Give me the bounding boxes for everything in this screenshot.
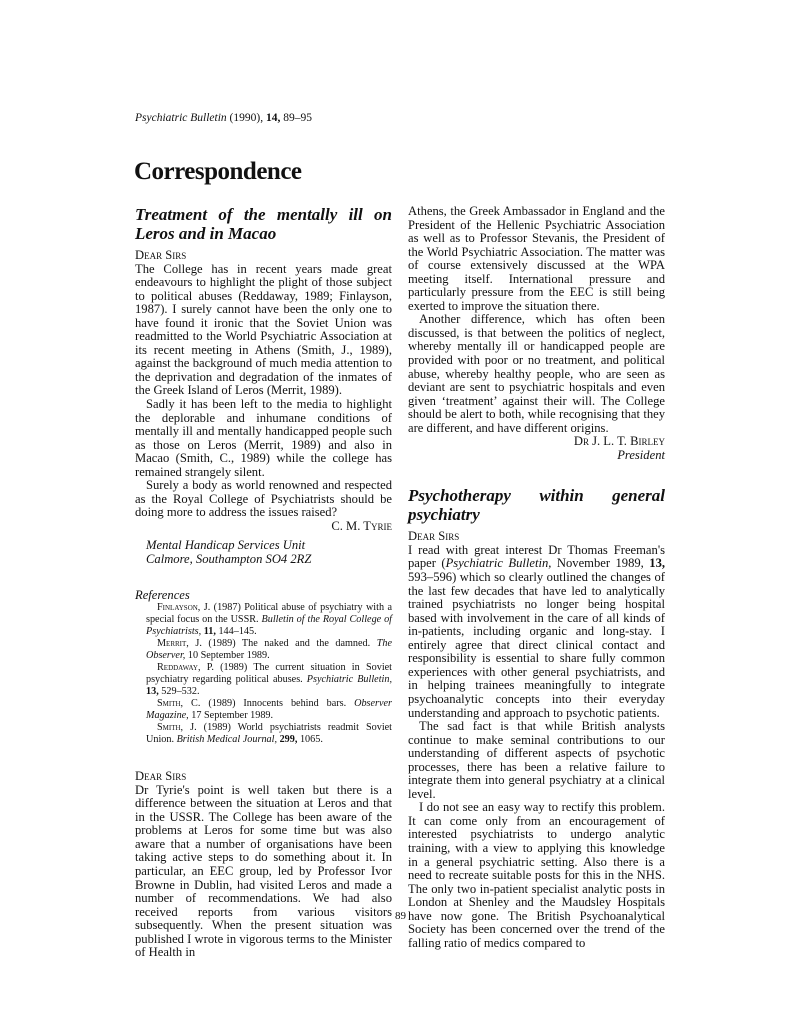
address-line: Mental Handicap Services Unit [146, 538, 306, 553]
page-number: 89 [395, 910, 406, 922]
paragraph: I read with great interest Dr Thomas Freeman's paper (Psychiatric Bulletin, November 1989, 13, 593–596) which so clearly outlined the changes of the last few decades that have led to analytically trained psychiatrists no longer being hospital based with involvement in the care of all kinds of in-patients, including organic and long-stay. I entirely agree that direct clinical contact and responsibility is essential to share fully common experiences with other general psychiatrists, and in helping trainees meaningfully to integrate psychoanalytic concepts into their everyday understanding and approach to psychotic patients. [408, 542, 666, 720]
paragraph: Surely a body as world renowned and respected as the Royal College of Psychiatrists should be doing more to address the issues raised? [135, 478, 392, 520]
journal-year: (1990), [229, 112, 264, 124]
salutation: Dear Sirs [135, 769, 187, 784]
paragraph: I do not see an easy way to rectify this problem. It can come only from an encouragement of interested psychiatrists to undergo analytic training, with a view to applying this knowledge in a general psychiatric setting. Also there is a need to recreate suitable posts for this in the NHS. The only two in-patient specialist analytic posts in London at Shenley and the Maudsley Hospitals have now gone. The British Psychoanalytical Society has been concerned over the trend of the falling ratio of medics compared to [408, 800, 665, 950]
address-line: Calmore, Southampton SO4 2RZ [146, 552, 312, 567]
paragraph: The sad fact is that while British analysts continue to make seminal contributions to our understanding of different aspects of psychotic processes, there has been a relative failure to integrate them into general psychiatry at a clinical level. [408, 719, 665, 801]
journal-volume: 14, [265, 112, 281, 124]
paragraph: The College has in recent years made great endeavours to highlight the plight of those subject to political abuses (Reddaway, 1989; Finlayson, 1987). I surely cannot have been the only one to have found it ironic that the Soviet Union was readmitted to the World Psychiatric Association at its recent meeting in Athens (Smith, J., 1989), against the background of much media attention to the deprivation and degradation of the inmates of the Greek Island of Leros (Merrit, 1989). [135, 261, 392, 398]
journal-name: Psychiatric Bulletin [135, 112, 227, 124]
salutation: Dear Sirs [135, 248, 187, 262]
salutation: Dear Sirs [408, 529, 460, 544]
signature-title: President [617, 447, 665, 462]
signature: Dr J. L. T. Birley [573, 434, 665, 449]
reference-item: Finlayson, J. (1987) Political abuse of psychiatry with a special focus on the USSR. Bulletin of the Royal College of Psychiatrists, 11, 144–145. [146, 602, 393, 638]
section-title: Correspondence [134, 158, 302, 185]
reference-item: Smith, J. (1989) World psychiatrists readmit Soviet Union. British Medical Journal, 299, 1065. [146, 722, 393, 746]
paragraph: Sadly it has been left to the media to highlight the deplorable and inhumane conditions of mentally ill and mentally handicapped people such as those on Leros (Merrit, 1989) and also in Macao (Smith, C., 1989) while the college has remained strangely silent. [135, 397, 392, 479]
reference-item: Reddaway, P. (1989) The current situation in Soviet psychiatry regarding political abuses. Psychiatric Bulletin, 13, 529–532. [146, 662, 393, 698]
reference-item: Smith, C. (1989) Innocents behind bars. Observer Magazine, 17 September 1989. [146, 698, 393, 722]
right-column [408, 205, 665, 950]
reference-list [135, 602, 392, 746]
article-title-leros: Treatment of the mentally ill on Leros and in Macao [135, 205, 392, 243]
paragraph: Athens, the Greek Ambassador in England and the President of the Hellenic Psychiatric Association as well as to Professor Stevanis, the President of the World Psychiatric Association. The matter was of course extensively discussed at the WPA meeting itself. International pressure and particularly pressure from the EEC is still being exerted to improve the situation there. [408, 204, 665, 313]
signature: C. M. Tyrie [331, 518, 392, 533]
reference-item: Merrit, J. (1989) The naked and the damned. The Observer, 10 September 1989. [146, 638, 393, 662]
left-column [135, 205, 392, 960]
references-heading: References [135, 587, 190, 602]
article-title-psychotherapy: Psychotherapy within general psychiatry [408, 486, 665, 525]
paragraph: Dr Tyrie's point is well taken but there is a difference between the situation at Leros and that in the USSR. The College has been aware of the problems at Leros for some time but was also aware that a number of organisations have been taking active steps to do something about it. In particular, an EEC group, led by Professor Ivor Browne in Dublin, had visited Leros and made a number of recommendations. We had also received reports from various visitors subsequently. When the present situation was published I wrote in vigorous terms to the Minister of Health in [135, 782, 392, 960]
journal-pages: 89–95 [283, 112, 312, 124]
journal-header [135, 112, 312, 124]
paragraph: Another difference, which has often been discussed, is that between the politics of neglect, whereby mentally ill or handicapped people are provided with poor or no treatment, and political abuse, whereby healthy people, who are seen as deviant are sent to psychiatric hospitals and even given ‘treatment’ against their will. The College should be alert to both, while recognising that they are different, and have different origins. [408, 312, 665, 435]
